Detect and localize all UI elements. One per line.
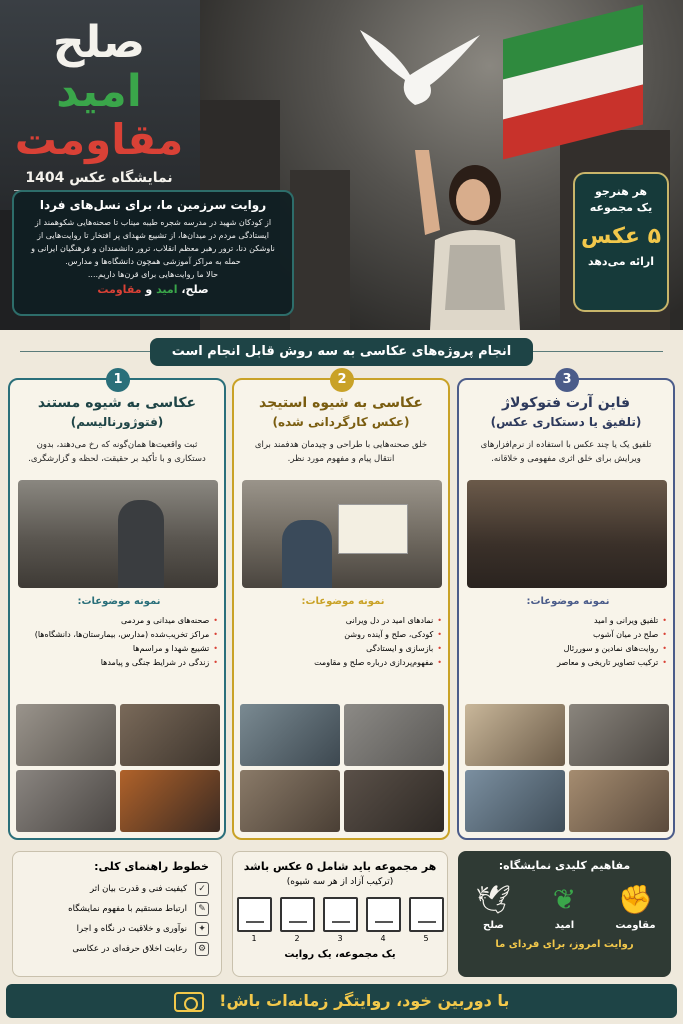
method-number: 1 [106, 368, 130, 392]
tag-peace: صلح، [181, 283, 209, 296]
badge-line3: ارائه می‌دهد [587, 255, 655, 268]
story-text-2: حالا ما روایت‌هایی برای قرن‌ها داریم.... [87, 270, 219, 279]
method-subtitle: (فتوژورنالیسم) [70, 415, 164, 429]
collage-photo [467, 480, 667, 588]
method-column-1 [8, 372, 226, 840]
ruin-building [290, 170, 350, 330]
sample-thumbnails [240, 704, 444, 832]
thumbnail [120, 704, 220, 766]
staged-photo [242, 480, 442, 588]
samples-title: نمونه موضوعات: [301, 596, 385, 607]
method-number: 3 [555, 368, 579, 392]
method-title: عکاسی به شیوه مستند [37, 395, 197, 411]
exhibition-label: نمایشگاه عکس 1404 [14, 170, 184, 191]
frame-number: 5 [423, 934, 429, 943]
title-resistance: مقاومت [14, 115, 184, 164]
guideline-row [25, 939, 209, 959]
image-placeholder-icon [323, 897, 358, 932]
image-placeholder-icon [409, 897, 444, 932]
list-item: • روایت‌های نمادین و سوررئال [469, 642, 667, 656]
list-item: • کودکی، صلح و آینده روشن [244, 628, 442, 642]
thumbnail [16, 770, 116, 832]
method-desc: خلق صحنه‌هایی با طراحی و چیدمان هدفمند برای انتقال پیام و مفهوم مورد نظر. [254, 440, 428, 464]
dove-image [355, 20, 485, 115]
concepts-title: مفاهیم کلیدی نمایشگاه: [498, 859, 631, 872]
method-subtitle: (عکس کارگردانی شده) [272, 415, 410, 429]
method-desc: تلفیق یک یا چند عکس با استفاده از نرم‌افزارهای ویرایش برای خلق اثری مفهومی و خلاقانه. [480, 440, 652, 464]
tag-and: و [145, 283, 153, 296]
idea-icon: ✦ [195, 922, 209, 936]
series-title: هر مجموعه باید شامل ۵ عکس باشد [243, 860, 437, 873]
dove-icon: 🕊 [475, 883, 512, 916]
photo-frames [233, 897, 447, 943]
guideline-text: نوآوری و خلاقیت در نگاه و اجرا [76, 924, 187, 934]
sprout-icon: ❦ [552, 883, 577, 916]
frame-number: 4 [380, 934, 386, 943]
title-hope: امید [56, 66, 142, 117]
method-number: 2 [330, 368, 354, 392]
image-placeholder-icon [366, 897, 401, 932]
footer-banner [6, 984, 677, 1018]
method-subtitle: (تلفیق یا دستکاری عکس) [490, 415, 642, 429]
guidelines-box [12, 851, 222, 977]
section-title: انجام پروژه‌های عکاسی به سه روش قابل انجام است [150, 338, 533, 366]
method-desc: ثبت واقعیت‌ها همان‌گونه که رخ می‌دهند، بدون دستکاری و با تأکید بر حقیقت، لحظه و گزارشگری. [28, 440, 206, 464]
story-box [12, 190, 294, 316]
girl-image [405, 150, 525, 330]
documentary-photo [18, 480, 218, 588]
ethics-icon: ⚙ [195, 942, 209, 956]
thumbnail [240, 770, 340, 832]
concept-label: صلح [483, 920, 504, 931]
list-item: • صحنه‌های میدانی و مردمی [20, 614, 218, 628]
series-footer: یک مجموعه، یک روایت [284, 949, 396, 960]
concepts-box [458, 851, 671, 977]
list-item: • صلح در میان آشوب [469, 628, 667, 642]
frame-number: 3 [337, 934, 343, 943]
badge-count: ۵ عکس [580, 224, 662, 249]
hero-banner [0, 0, 683, 330]
guideline-text: کیفیت فنی و قدرت بیان اثر [90, 884, 187, 894]
badge-line2: یک مجموعه [589, 201, 653, 214]
image-placeholder-icon [237, 897, 272, 932]
thumbnail [16, 704, 116, 766]
list-item: • مفهوم‌پردازی درباره صلح و مقاومت [244, 656, 442, 670]
list-item: • مراکز تخریب‌شده (مدارس، بیمارستان‌ها، دانشگاه‌ها) [20, 628, 218, 642]
story-title: روایت سرزمین ما، برای نسل‌های فردا [39, 198, 267, 212]
tag-hope: امید [156, 283, 178, 296]
guideline-text: رعایت اخلاق حرفه‌ای در عکاسی [72, 944, 187, 954]
photo-frame [409, 897, 444, 943]
method-title: عکاسی به شیوه استیجد [259, 395, 423, 411]
boy-figure [282, 520, 332, 588]
series-note: (ترکیب آزاد از هر سه شیوه) [286, 877, 394, 887]
story-text: از کودکان شهید در مدرسه شجره طیبه میناب تا صحنه‌هایی شکوهمند از ایستادگی مردم در میدان‌ها، از تشییع شهدای پر افتخار تا روایت‌هایی از ناوشکن دنا، ترور رهبر معظم انقلاب، ترور دانشمندان و فرهنگیان ایرانی و حمله به مراکز آموزشی همچون دانشگاه‌ها و مدارس. [31, 218, 275, 266]
tag-resistance: مقاومت [97, 283, 142, 296]
photo-frame [366, 897, 401, 943]
frame-number: 1 [251, 934, 257, 943]
list-item: • تشییع شهدا و مراسم‌ها [20, 642, 218, 656]
man-carrying-child [118, 500, 164, 588]
title-peace: صلح [52, 17, 146, 68]
concept-hope [535, 882, 595, 931]
link-icon: ✎ [195, 902, 209, 916]
concepts-footer: روایت امروز، برای فردای ما [495, 939, 634, 950]
quality-icon: ✓ [195, 882, 209, 896]
list-item: • تلفیق ویرانی و امید [469, 614, 667, 628]
method-column-2 [232, 372, 450, 840]
concept-label: امید [554, 920, 575, 931]
samples-list [20, 614, 218, 670]
thumbnail [465, 704, 565, 766]
list-item: • بازسازی و ایستادگی [244, 642, 442, 656]
drawing-paper [338, 504, 408, 554]
camera-icon [174, 992, 204, 1012]
thumbnail [120, 770, 220, 832]
badge-line1: هر هنرجو [594, 185, 648, 198]
image-placeholder-icon [280, 897, 315, 932]
thumbnail [569, 704, 669, 766]
list-item: • ترکیب تصاویر تاریخی و معاصر [469, 656, 667, 670]
frame-number: 2 [294, 934, 300, 943]
series-box [232, 851, 448, 977]
samples-list [244, 614, 442, 670]
thumbnail [569, 770, 669, 832]
thumbnail [344, 704, 444, 766]
list-item: • نمادهای امید در دل ویرانی [244, 614, 442, 628]
method-title: فاین آرت فتوکولاژ [501, 395, 631, 411]
story-tags [24, 283, 282, 296]
sample-thumbnails [16, 704, 220, 832]
photo-frame [280, 897, 315, 943]
guideline-row [25, 899, 209, 919]
sample-thumbnails [465, 704, 669, 832]
concept-label: مقاومت [615, 920, 656, 931]
concept-peace [464, 882, 524, 931]
thumbnail [240, 704, 340, 766]
samples-title: نمونه موضوعات: [77, 596, 161, 607]
list-item: • زندگی در شرایط جنگی و پیامدها [20, 656, 218, 670]
submission-badge [573, 172, 669, 312]
guideline-text: ارتباط مستقیم با مفهوم نمایشگاه [68, 904, 187, 914]
guidelines-title: خطوط راهنمای کلی: [94, 860, 209, 873]
photo-frame [237, 897, 272, 943]
concept-resistance [606, 882, 666, 931]
photo-frame [323, 897, 358, 943]
method-column-3 [457, 372, 675, 840]
concept-icons [458, 882, 671, 931]
footer-text: با دوربین خود، روایتگر زمانه‌ات باش! [219, 991, 510, 1010]
title-block [14, 18, 184, 191]
samples-title: نمونه موضوعات: [526, 596, 610, 607]
guideline-row [25, 879, 209, 899]
samples-list [469, 614, 667, 670]
fist-icon: ✊ [618, 883, 653, 916]
thumbnail [344, 770, 444, 832]
guideline-row [25, 919, 209, 939]
thumbnail [465, 770, 565, 832]
